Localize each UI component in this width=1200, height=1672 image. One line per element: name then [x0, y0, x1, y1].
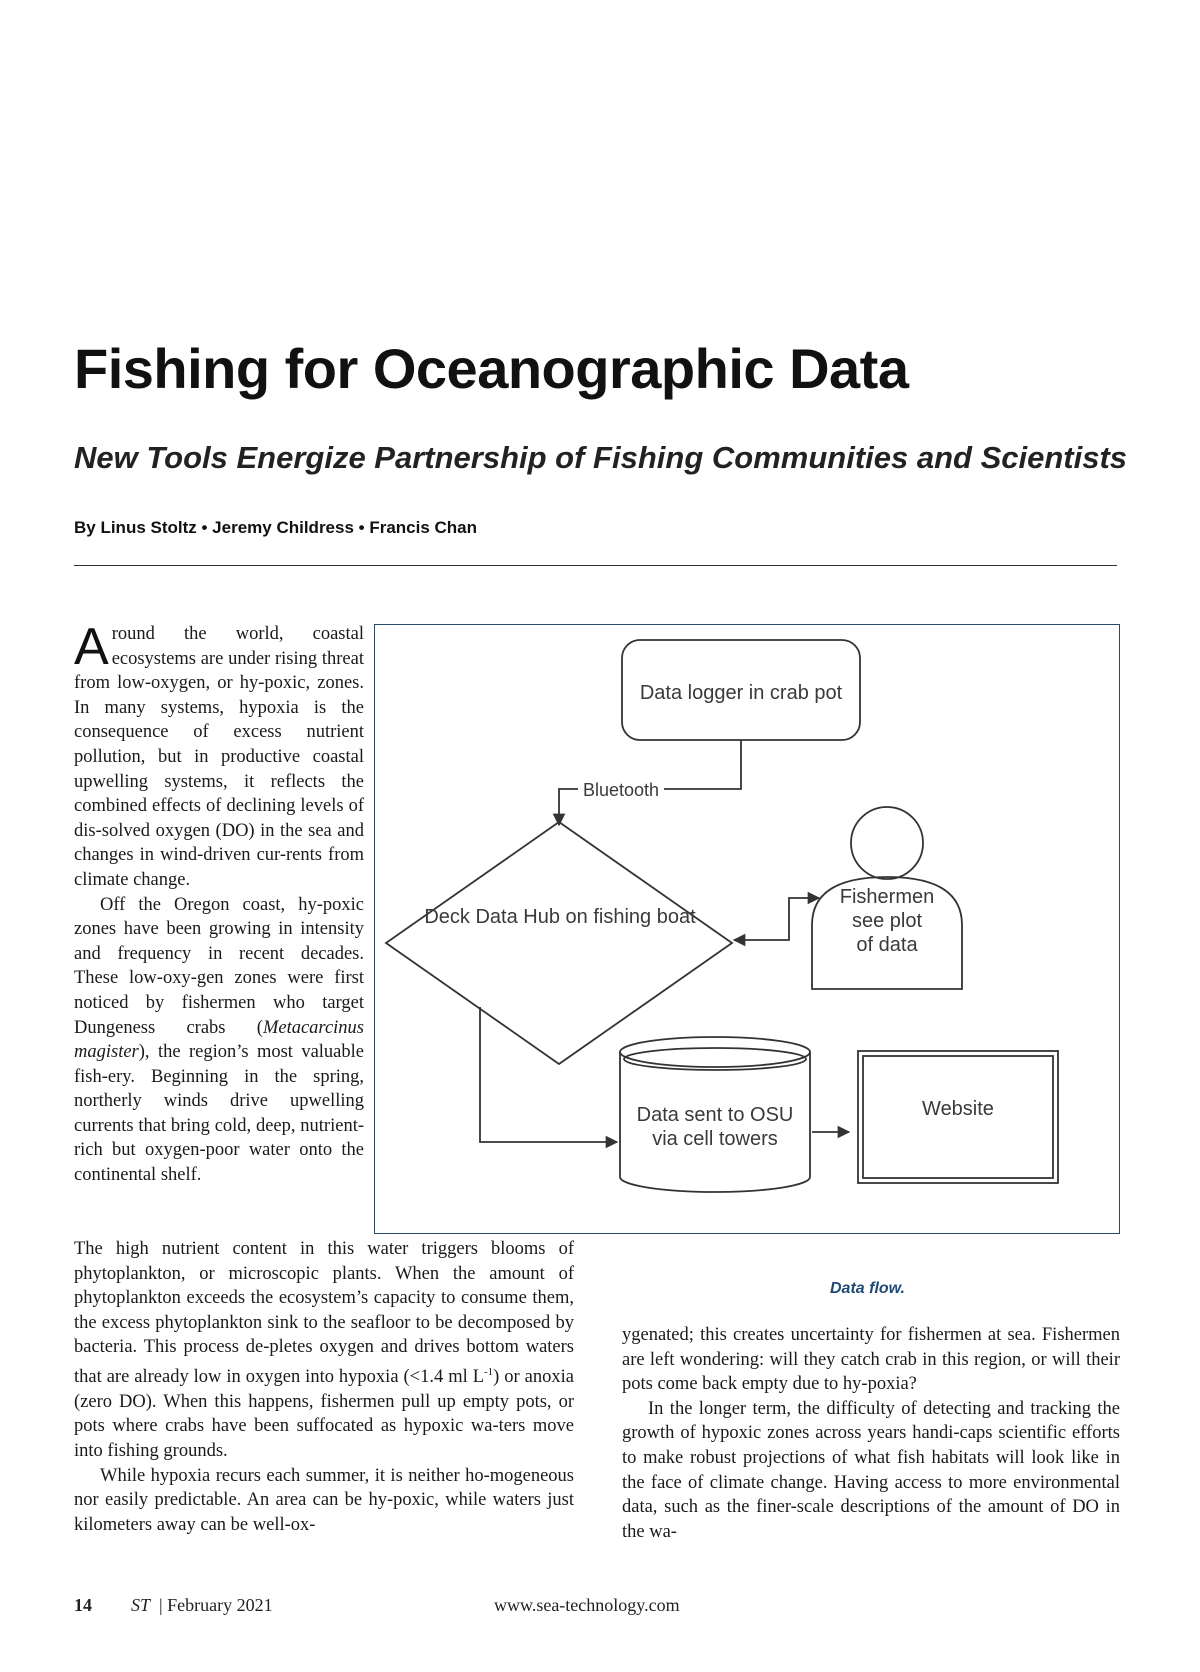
header-divider: [74, 565, 1117, 566]
fishermen-label-line-1: Fishermen: [839, 886, 935, 908]
hub-fishermen-connector: [734, 898, 819, 940]
issue-date: | February 2021: [159, 1595, 273, 1615]
paragraph-2-continued: [74, 1237, 574, 1464]
hub-node: [386, 822, 732, 1064]
fishermen-head: [851, 807, 923, 879]
article-title: Fishing for Oceanographic Data: [74, 337, 909, 400]
magazine-issue: [131, 1595, 273, 1616]
data-flow-diagram: [375, 625, 1118, 1232]
unit-superscript: -1: [484, 1365, 494, 1378]
column-left-lower: [74, 1237, 574, 1537]
article-subtitle: New Tools Energize Partnership of Fishing Communities and Scientists: [74, 440, 1128, 475]
osu-label-line-1: Data sent to OSU: [636, 1104, 794, 1126]
paragraph-3-continued: ygenated; this creates uncertainty for fishermen at sea. Fishermen are left wondering: will they catch crab in this region, or will their pots come back empty due to hy-poxia?: [622, 1325, 1120, 1395]
paragraph-1: [74, 618, 364, 893]
byline: By Linus Stoltz • Jeremy Childress • Francis Chan: [74, 518, 478, 537]
website-label: Website: [922, 1098, 994, 1120]
figure-caption: Data flow.: [830, 1280, 905, 1297]
logger-label: Data logger in crab pot: [639, 682, 843, 704]
paragraph-1-text: round the world, coastal ecosystems are under rising threat from low-oxygen, or hy-poxic, zones. In many systems, hypoxia is the consequence of excess nutrient pollution, but in productive coastal upwelling systems, it reflects the combined effects of declining levels of dis-solved oxygen (DO) in the sea and changes in wind-driven cur-rents from climate change.: [74, 624, 364, 890]
paragraph-2-text-a: Off the Oregon coast, hy-poxic zones have been growing in intensity and frequency in recent decades. These low-oxy-gen zones were first noticed by fishermen who target Dungeness crabs (: [74, 894, 364, 1038]
footer-url[interactable]: www.sea-technology.com: [494, 1595, 680, 1615]
fishermen-label-line-3: of data: [856, 934, 918, 956]
page-number: 14: [74, 1595, 92, 1615]
hub-label: Deck Data Hub on fishing boat: [424, 906, 696, 928]
hub-osu-connector: [480, 1007, 617, 1142]
paragraph-2-text-b: ), the region’s most valuable fish-ery. Beginning in the spring, northerly winds drive upwelling currents that bring cold, deep, nutrient-rich but oxygen-poor water onto the continental shelf.: [74, 1042, 364, 1186]
osu-label-line-2: via cell towers: [652, 1128, 778, 1150]
paragraph-3: While hypoxia recurs each summer, it is neither ho-mogeneous nor easily predictable. An area can be hy-poxic, while waters just kilometers away can be well-ox-: [74, 1465, 574, 1535]
paragraph-2-text-c2: ) or anoxia (zero DO). When this happens, fishermen pull up empty pots, or pots where crabs have been suffocated as hypoxic wa-ters move into fishing grounds.: [74, 1367, 574, 1461]
column-right: [622, 1323, 1120, 1544]
fishermen-label-line-2: see plot: [851, 910, 923, 932]
drop-cap: A: [74, 618, 109, 676]
bluetooth-label: Bluetooth: [582, 780, 660, 800]
data-flow-figure: [374, 624, 1120, 1234]
species-name: Metacarcinus magister: [74, 1017, 364, 1063]
column-left-upper: [74, 618, 364, 1188]
paragraph-2-text-c1: The high nutrient content in this water triggers blooms of phytoplankton, or microscopic plants. When the amount of phytoplankton exceeds the ecosystem’s capacity to consume them, the excess phytoplankton sink to the seafloor to be decomposed by bacteria. This process de-pletes oxygen and drives bottom waters that are already low in oxygen into hypoxia (<1.4 ml L: [74, 1239, 574, 1388]
paragraph-4: In the longer term, the difficulty of detecting and tracking the growth of hypoxic zones across years handi-caps scientific efforts to make robust projections of what fish habitats will look like in the face of climate change. Having access to more environmental data, such as the finer-scale descriptions of the amount of DO in the wa-: [622, 1398, 1120, 1542]
magazine-name: ST: [131, 1595, 151, 1615]
paragraph-2: [74, 893, 364, 1188]
